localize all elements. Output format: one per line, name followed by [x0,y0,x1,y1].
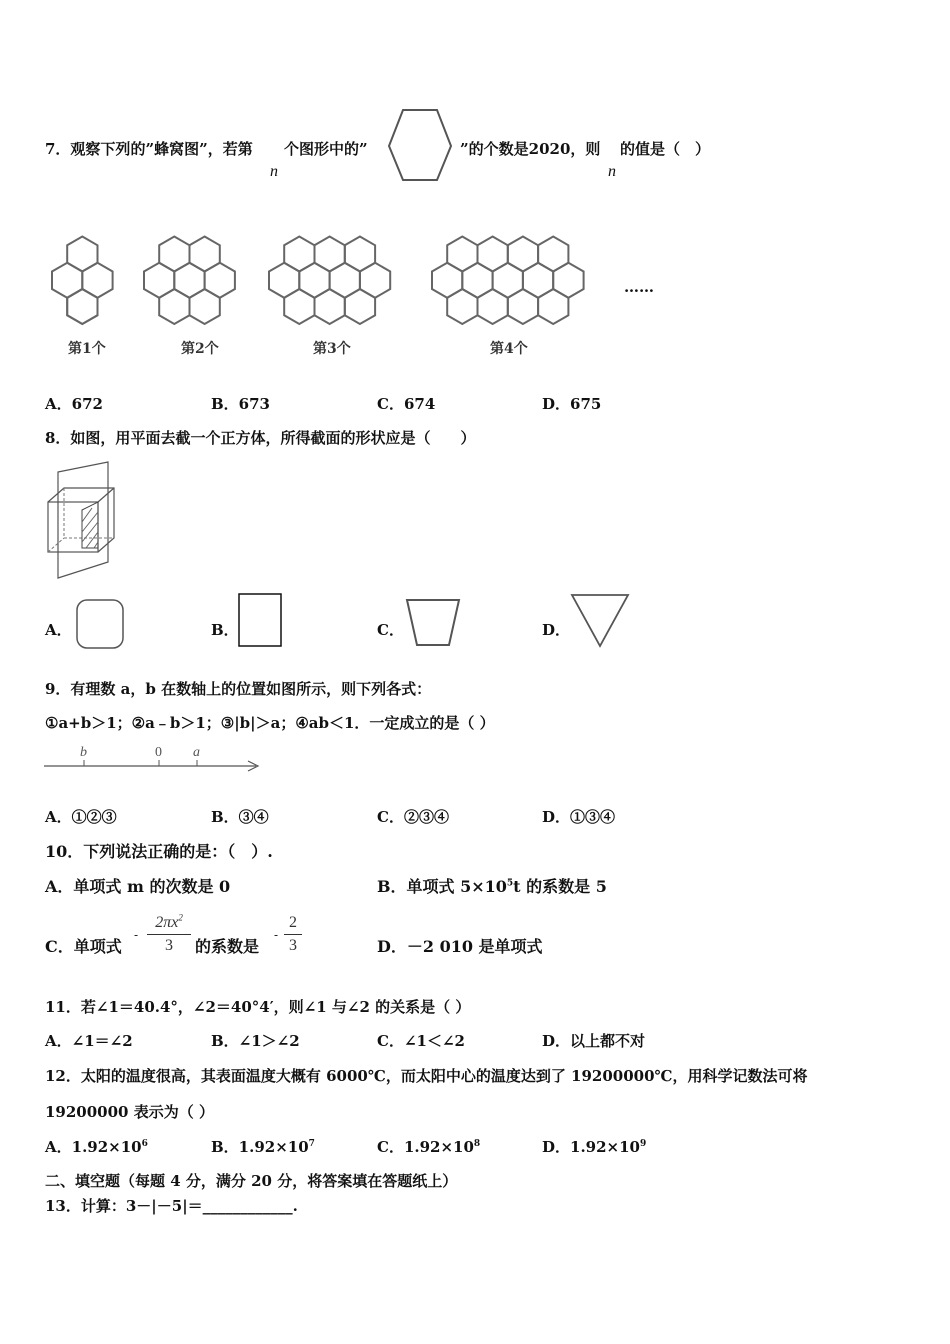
honeycomb-label-1: 第1个 [68,341,106,357]
hexagon-cell-f4-10 [478,289,508,324]
q12-option-b: B．$1.92\times 10^7$ [211,1138,315,1156]
axis-label-0: 0 [155,745,162,760]
q7-option-a: A．672 [45,395,103,413]
q12-stem-line2: 19200000 表示为（ ） [45,1103,214,1121]
fraction-2-over-3: 2 3 [284,914,302,955]
fraction-2pix2-over-3: $2\pi x^2$ 3 [147,914,191,955]
q7-option-b: B．673 [211,395,270,413]
honeycomb-ellipsis: …… [624,278,654,296]
q8-option-b: B． [211,621,239,639]
q12-option-d: D．$1.92\times 10^9$ [542,1138,647,1156]
q8-option-c: C． [377,621,404,639]
q12-option-c: C．$1.92\times 10^8$ [377,1138,481,1156]
minus-sign-1: - [134,928,139,942]
q7-stem-part4: 的值是（ ） [620,140,711,158]
q12-option-a: A．$1.92\times 10^6$ [45,1138,148,1156]
q10-option-a: A．单项式 m 的次数是 0 [45,877,231,896]
hexagon-cell-f2-5 [159,289,189,324]
honeycomb-figure [40,230,660,340]
axis-label-b: b [80,745,87,760]
q7-option-d: D．675 [542,395,602,413]
axis-label-a: a [193,745,200,760]
q11-option-a: A．∠1＝∠2 [45,1032,133,1050]
minus-sign-2: - [274,928,279,942]
q10-option-b: B．单项式 $5\times 10^5t$ 的系数是 5 [377,877,607,896]
trapezoid-shape [405,598,461,648]
hexagon-cell-f3-9 [345,289,375,324]
q9-option-d: D．①③④ [542,808,616,826]
q13-stem: 13．计算：3－|－5|＝____________. [45,1197,298,1215]
q11-option-b: B．∠1＞∠2 [211,1032,300,1050]
q10-option-c-label: C．单项式 [45,937,122,956]
hexagon-cell-f4-11 [508,289,538,324]
q9-option-b: B．③④ [211,808,269,826]
hexagon-cell-f3-7 [284,289,314,324]
q7-stem-part3: ”的个数是2020，则 [460,140,601,158]
honeycomb-label-2: 第2个 [181,341,219,357]
honeycomb-label-3: 第3个 [313,341,351,357]
q11-stem: 11．若∠1＝40.4°，∠2＝40°4′，则∠1 与∠2 的关系是（ ） [45,998,471,1016]
hexagon-cell-f2-6 [190,289,220,324]
cube-cut-diagram [44,462,124,582]
rounded-square-shape [75,598,125,650]
q11-option-d: D．以上都不对 [542,1032,646,1050]
q9-option-c: C．②③④ [377,808,449,826]
q8-stem: 8．如图，用平面去截一个正方体，所得截面的形状应是（ ） [45,429,476,447]
triangle-shape [570,592,630,648]
q10-option-c-mid: 的系数是 [195,937,260,956]
rectangle-shape [237,592,283,648]
q10-stem: 10．下列说法正确的是：（ ）. [45,842,273,861]
q9-stem: 9．有理数 a，b 在数轴上的位置如图所示，则下列各式： [45,680,432,698]
hexagon-cell-f1-4 [67,289,97,324]
q11-option-c: C．∠1＜∠2 [377,1032,465,1050]
honeycomb-label-4: 第4个 [490,341,528,357]
q7-stem-part2: 个图形中的” [284,140,368,158]
q10-option-d: D．－2 010 是单项式 [377,937,543,956]
q7-stem-part1: 7．观察下列的”蜂窝图”，若第 [45,140,253,158]
q8-option-d: D． [542,621,571,639]
q12-stem-line1: 12．太阳的温度很高，其表面温度大概有 6000℃，而太阳中心的温度达到了 19200000℃，用科学记数法可将 [45,1067,808,1085]
q9-option-a: A．①②③ [45,808,117,826]
section-2-title: 二、填空题（每题 4 分，满分 20 分，将答案填在答题纸上） [45,1172,458,1190]
q7-var-n-1: n [270,163,278,180]
single-hexagon-icon [385,108,455,184]
hexagon-cell-f4-12 [538,289,568,324]
number-line [44,742,264,782]
hexagon-cell-f3-8 [315,289,345,324]
q7-option-c: C．674 [377,395,436,413]
q7-var-n-2: n [608,163,616,180]
q9-conditions: ①a+b＞1；②a﹣b＞1；③|b|＞a；④ab＜1．一定成立的是（ ） [45,714,495,732]
hexagon-cell-f4-9 [447,289,477,324]
q8-option-a: A． [45,621,72,639]
